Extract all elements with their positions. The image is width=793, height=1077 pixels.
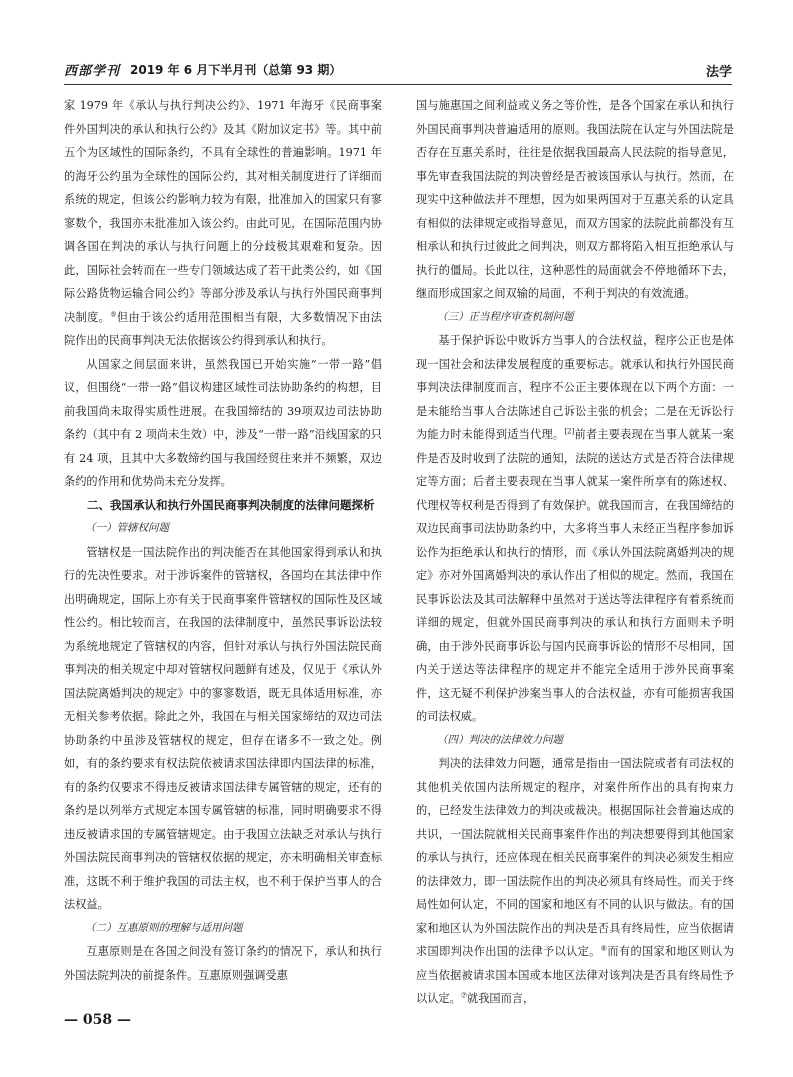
footnote-ref[interactable]: ⑤ — [110, 309, 117, 318]
running-header — [64, 58, 732, 82]
section-heading: 二、我国承认和执行外国民商事判决制度的法律问题探析 — [87, 497, 375, 512]
right-column — [416, 94, 734, 1011]
footnote-ref[interactable]: ⑦ — [460, 991, 468, 1000]
subsection-heading: （四）判决的法律效力问题 — [437, 733, 563, 746]
citation-ref[interactable]: [2] — [564, 427, 575, 436]
subsection-heading: （三）正当程序审查机制问题 — [437, 310, 574, 323]
page-number: — 058 — — [64, 1012, 131, 1028]
paragraph: 判决的法律效力问题，通常是指由一国法院或者有司法权的其他机关依国内法所规定的程序，对案件所作出的具有拘束力的，已经发生法律效力的判决或裁决。根据国际社会普遍达成的共识，一国法院就相关民商事案件作出的判决想要得到其他国家的承认与执行，还应体现在相关民商事案件的判决必须发生相应的法律效力，即一国法院作出的判决必须具有终局性。而关于终局性如何认定，不同的国家和地区有不同的认识与做法。有的国家和地区认为外国法院作出的判决是否具有终局性，应当依据请求国即判决作出国的法律予以认定。⑥而有的国家和地区则认为应当依据被请求国本国或本地区法律对该判决是否具有终局性予以认定。⑦就我国而言， — [416, 757, 734, 1005]
subsection-heading: （二）互惠原则的理解与适用问题 — [85, 921, 243, 934]
footnote-ref[interactable]: ⑥ — [600, 944, 608, 953]
paragraph: 互惠原则是在各国之间没有签订条约的情况下，承认和执行外国法院判决的前提条件。互惠原则强调受惠 — [64, 945, 382, 982]
paragraph: 从国家之间层面来讲，虽然我国已开始实施“一带一路”倡议，但围绕“一带一路”倡议构建区域性司法协助条约的构想，目前我国尚未取得实质性进展。在我国缔结的 39项双边司法协助条约（其中有 2 项尚未生效）中，涉及“一带一路”沿线国家的只有 24 项，且其中大多数缔约国与我国经贸往来并不频繁，双边条约的作用和优势尚未充分发挥。 — [64, 357, 382, 488]
paragraph: 管辖权是一国法院作出的判决能否在其他国家得到承认和执行的先决性要求。对于涉诉案件的管辖权，各国均在其法律中作出明确规定，国际上亦有关于民商事案件管辖权的国际性及区域性公约。相比较而言，在我国的法律制度中，虽然民事诉讼法较为系统地规定了管辖权的内容，但针对承认与执行外国法院民商事判决的相关规定中却对管辖权问题鲜有述及，仅见于《承认外国法院离婚判决的规定》中的寥寥数语，既无具体适用标准，亦无相关参考依据。除此之外，我国在与相关国家缔结的双边司法协助条约中虽涉及管辖权的规定，但存在诸多不一致之处。例如，有的条约要求有权法院依被请求国法律即内国法律的标准，有的条约仅要求不得违反被请求国法律专属管辖的规定，还有的条约是以列举方式规定本国专属管辖的标准，同时明确要求不得违反被请求国的专属管辖规定。由于我国立法缺乏对承认与执行外国法院民商事判决的管辖权依据的规定，亦未明确相关审查标准，这既不利于维护我国的司法主权，也不利于保护当事人的合法权益。 — [64, 545, 382, 911]
subsection-heading: （一）管辖权问题 — [85, 522, 169, 534]
paragraph: 国与施惠国之间利益或义务之等价性，是各个国家在承认和执行外国民商事判决普遍适用的原则。我国法院在认定与外国法院是否存在互惠关系时，往往是依据我国最高人民法院的指导意见，事先审查我国法院的判决曾经是否被该国承认与执行。然而，在现实中这种做法并不理想，因为如果两国对于互惠关系的认定具有相似的法律规定或指导意见，而双方国家的法院此前都没有互相承认和执行过彼此之间判决，则双方都将陷入相互拒绝承认与执行的僵局。长此以往，这种恶性的局面就会不停地循环下去，继而形成国家之间双输的局面，不利于判决的有效流通。 — [416, 99, 734, 300]
section-label: 法学 — [705, 65, 732, 80]
issue-info: 2019 年 6 月下半月刊（总第 93 期） — [130, 63, 342, 77]
paragraph: 家 1979 年《承认与执行判决公约》、1971 年海牙《民商事案件外国判决的承认和执行公约》及其《附加议定书》等。其中前五个为区域性的国际条约，不具有全球性的普遍影响。1971 年的海牙公约虽为全球性的国际公约，其对相关制度进行了详细而系统的规定，但该公约影响力较为有限，批准加入的国家只有寥寥数个，我国亦未批准加入该公约。由此可见，在国际范围内协调各国在判决的承认与执行问题上的分歧极其艰难和复杂。因此，国际社会转而在一些专门领域达成了若干此类公约，如《国际公路货物运输合同公约》等部分涉及承认与执行外国民商事判决制度。⑤但由于该公约适用范围相当有限，大多数情况下由法院作出的民商事判决无法依据该公约得到承认和执行。 — [64, 99, 382, 347]
journal-logo: 西部学刊 — [64, 64, 121, 79]
left-column — [64, 94, 382, 987]
header-rule — [64, 84, 732, 85]
paragraph: 基于保护诉讼中败诉方当事人的合法权益，程序公正也是体现一国社会和法律发展程度的重要标志。就承认和执行外国民商事判决法律制度而言，程序不公正主要体现在以下两个方面：一是未能给当事人合法陈述自己诉讼主张的机会；二是在无诉讼行为能力时未能得到适当代理。[2]前者主要表现在当事人就某一案件是否及时收到了法院的通知，法院的送达方式是否符合法律规定等方面；后者主要表现在当事人就某一案件所享有的陈述权、代理权等权利是否得到了有效保护。就我国而言，在我国缔结的双边民商事司法协助条约中，大多将当事人未经正当程序参加诉讼作为拒绝承认和执行的情形，而《承认外国法院离婚判决的规定》亦对外国离婚判决的承认作出了相似的规定。然而，我国在民事诉讼法及其司法解释中虽然对于送达等法律程序有着系统而详细的规定，但就外国民商事判决的承认和执行方面则未予明确，由于涉外民商事诉讼与国内民商事诉讼的情形不尽相同，国内关于送达等法律程序的规定并不能完全适用于涉外民商事案件，这无疑不利保护涉案当事人的合法权益，亦有可能损害我国的司法权威。 — [416, 334, 734, 723]
